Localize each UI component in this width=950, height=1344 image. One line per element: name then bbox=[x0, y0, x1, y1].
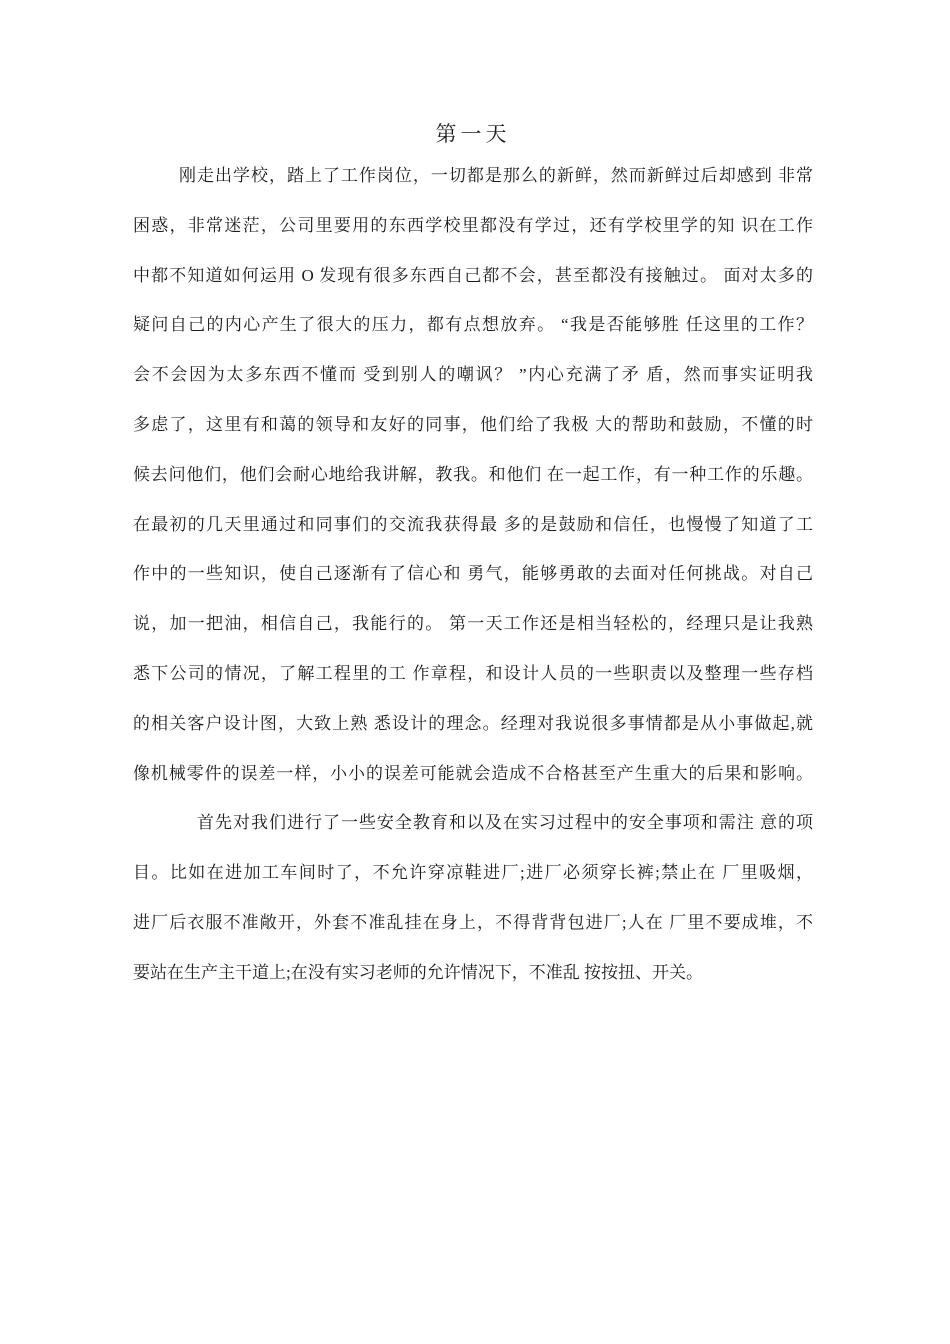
text-line: 疑问自己的内心产生了很大的压力，都有点想放弃。 “我是否能够胜 任这里的工作？ bbox=[133, 315, 813, 335]
text-line: 进厂后衣服不准敞开，外套不准乱挂在身上，不得背背包进厂;人在 厂里不要成堆，不 bbox=[133, 912, 813, 932]
text-line: 的相关客户设计图，大致上熟 悉设计的理念。经理对我说很多事情都是从小事做起,就 bbox=[133, 713, 813, 733]
text-line: 要站在生产主干道上;在没有实习老师的允许情况下，不准乱 按按扭、开关。 bbox=[133, 962, 703, 982]
text-line: 在最初的几天里通过和同事们的交流我获得最 多的是鼓励和信任，也慢慢了知道了工 bbox=[133, 514, 813, 534]
text-line: 像机械零件的误差一样，小小的误差可能就会造成不合格甚至产生重大的后果和影响。 bbox=[133, 763, 813, 783]
text-line: 候去问他们，他们会耐心地给我讲解，教我。和他们 在一起工作，有一种工作的乐趣。 bbox=[133, 464, 813, 484]
document-title: 第一天 bbox=[435, 122, 511, 146]
text-line: 作中的一些知识，使自己逐渐有了信心和 勇气，能够勇敢的去面对任何挑战。对自己 bbox=[133, 564, 813, 584]
text-line: 中都不知道如何运用 O 发现有很多东西自己都不会，甚至都没有接触过。 面对太多的 bbox=[133, 265, 813, 285]
paragraph bbox=[133, 151, 813, 798]
paragraph bbox=[133, 798, 813, 997]
text-line: 悉下公司的情况，了解工程里的工 作章程，和设计人员的一些职责以及整理一些存档 bbox=[133, 663, 813, 683]
text-line: 多虑了，这里有和蔼的领导和友好的同事，他们给了我极 大的帮助和鼓励，不懂的时 bbox=[133, 414, 813, 434]
text-line: 困惑，非常迷茫，公司里要用的东西学校里都没有学过，还有学校里学的知 识在工作 bbox=[133, 215, 813, 235]
text-line: 首先对我们进行了一些安全教育和以及在实习过程中的安全事项和需注 意的项 bbox=[197, 813, 813, 833]
text-line: 会不会因为太多东西不懂而 受到别人的嘲讽？ ”内心充满了矛 盾，然而事实证明我 bbox=[133, 365, 813, 385]
text-line: 刚走出学校，踏上了工作岗位，一切都是那么的新鲜，然而新鲜过后却感到 非常 bbox=[179, 166, 813, 185]
document-body bbox=[133, 151, 813, 998]
text-line: 说，加一把油，相信自己，我能行的。 第一天工作还是相当轻松的，经理只是让我熟 bbox=[133, 614, 813, 634]
text-line: 目。比如在进加工车间时了，不允许穿凉鞋进厂;进厂必须穿长裤;禁止在 厂里吸烟， bbox=[133, 863, 813, 883]
